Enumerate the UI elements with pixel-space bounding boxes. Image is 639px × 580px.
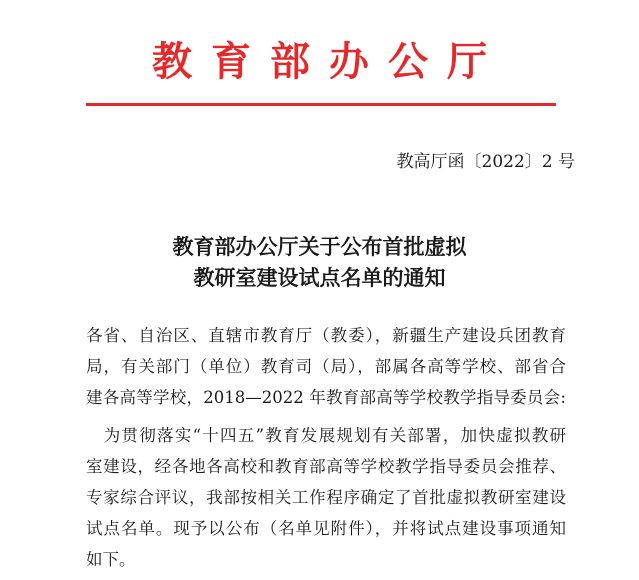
document-number: 教高厅函〔2022〕2 号: [396, 152, 575, 172]
body-line: 室建设，经各地各高校和教育部高等学校教学指导委员会推荐、: [86, 457, 566, 476]
notice-title-line-2: 教研室建设试点名单的通知: [193, 265, 446, 290]
body-line: 局，有关部门（单位）教育司（局），部属各高等学校、部省合: [86, 357, 566, 376]
body-line: 建各高等学校，2018—2022 年教育部高等学校教学指导委员会:: [86, 388, 566, 407]
body-line: 各省、自治区、直辖市教育厅（教委），新疆生产建设兵团教育: [86, 326, 566, 345]
masthead-red-rule: [86, 103, 556, 106]
body-line: 试点名单。现予以公布（名单见附件），并将试点建设事项通知: [86, 519, 566, 538]
body-line: 为贯彻落实“十四五”教育发展规划有关部署，加快虚拟教研: [86, 426, 566, 445]
notice-title-line-1: 教育部办公厅关于公布首批虚拟: [172, 234, 467, 259]
body-line: 专家综合评议，我部按相关工作程序确定了首批虚拟教研室建设: [86, 488, 566, 507]
masthead-title: 教育部办公厅: [152, 38, 506, 85]
body-line: 如下。: [86, 550, 136, 569]
